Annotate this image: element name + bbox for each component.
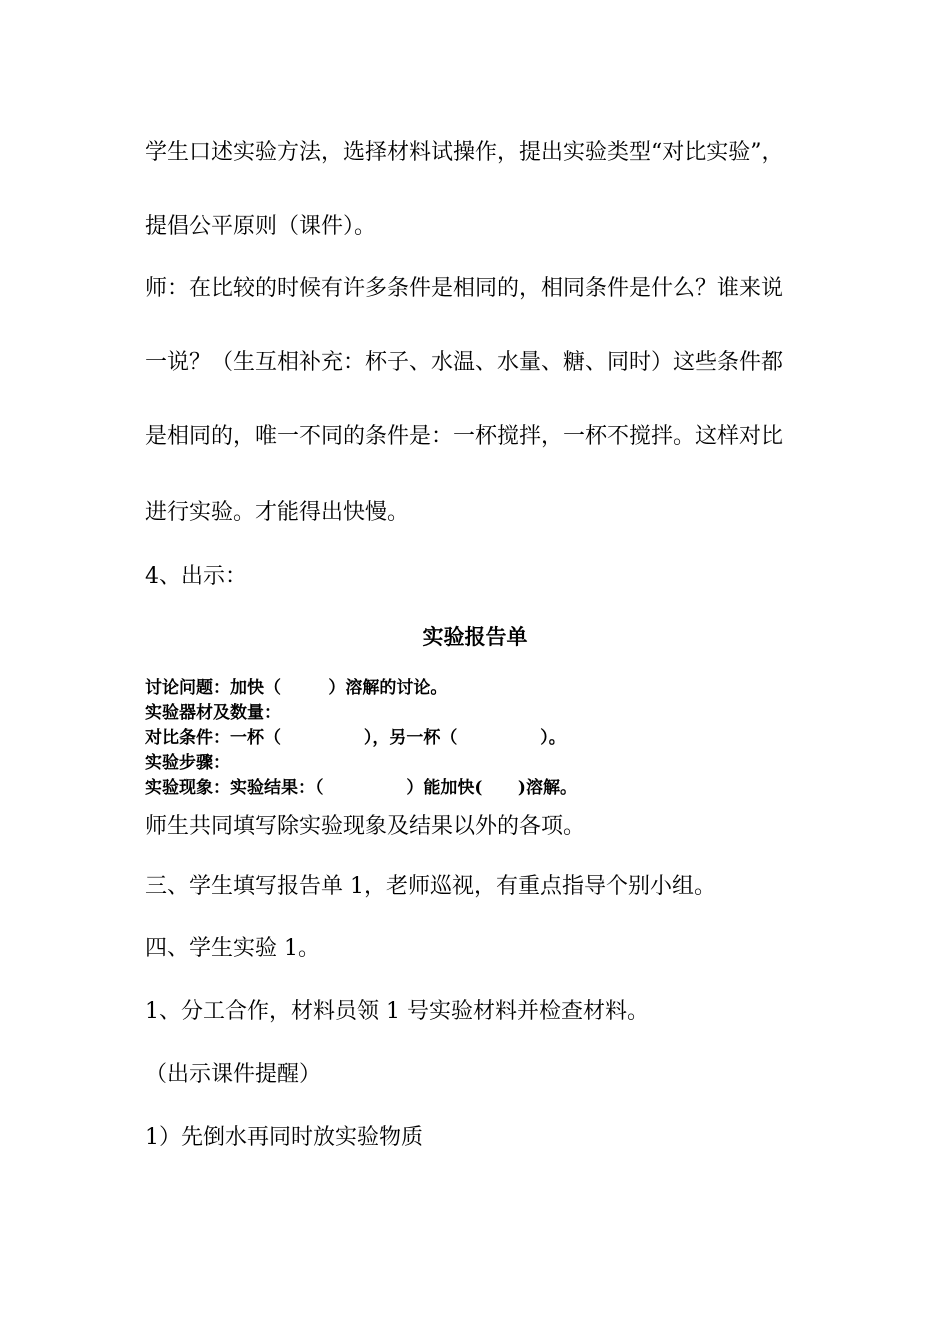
paragraph-11: 1、分工合作，材料员领 1 号实验材料并检查材料。 <box>145 999 649 1024</box>
paragraph-12: （出示课件提醒） <box>145 1062 322 1087</box>
paragraph-8: 师生共同填写除实验现象及结果以外的各项。 <box>145 814 586 839</box>
report-title: 实验报告单 <box>422 624 528 649</box>
paragraph-1: 学生口述实验方法，选择材料试操作，提出实验类型“对比实验”， <box>145 140 784 165</box>
paragraph-5: 是相同的，唯一不同的条件是：一杯搅拌，一杯不搅拌。这样对比 <box>145 424 784 449</box>
report-line-question: 讨论问题：加快（ ）溶解的讨论。 <box>145 678 448 698</box>
paragraph-13: 1）先倒水再同时放实验物质 <box>145 1125 423 1150</box>
report-line-materials: 实验器材及数量： <box>145 703 281 723</box>
paragraph-3: 师：在比较的时候有许多条件是相同的，相同条件是什么？谁来说 <box>145 276 784 301</box>
paragraph-6: 进行实验。才能得出快慢。 <box>145 500 410 525</box>
report-line-steps: 实验步骤： <box>145 753 230 773</box>
paragraph-4: 一说？（生互相补充：杯子、水温、水量、糖、同时）这些条件都 <box>145 350 784 375</box>
paragraph-2: 提倡公平原则（课件）。 <box>145 214 377 239</box>
paragraph-9: 三、学生填写报告单 1，老师巡视，有重点指导个别小组。 <box>145 874 716 899</box>
paragraph-7: 4、出示： <box>145 564 247 589</box>
report-line-results: 实验现象：实验结果：（ ）能加快( )溶解。 <box>145 778 577 798</box>
report-line-conditions: 对比条件：一杯（ ），另一杯（ ）。 <box>145 728 566 748</box>
paragraph-10: 四、学生实验 1。 <box>145 936 320 961</box>
